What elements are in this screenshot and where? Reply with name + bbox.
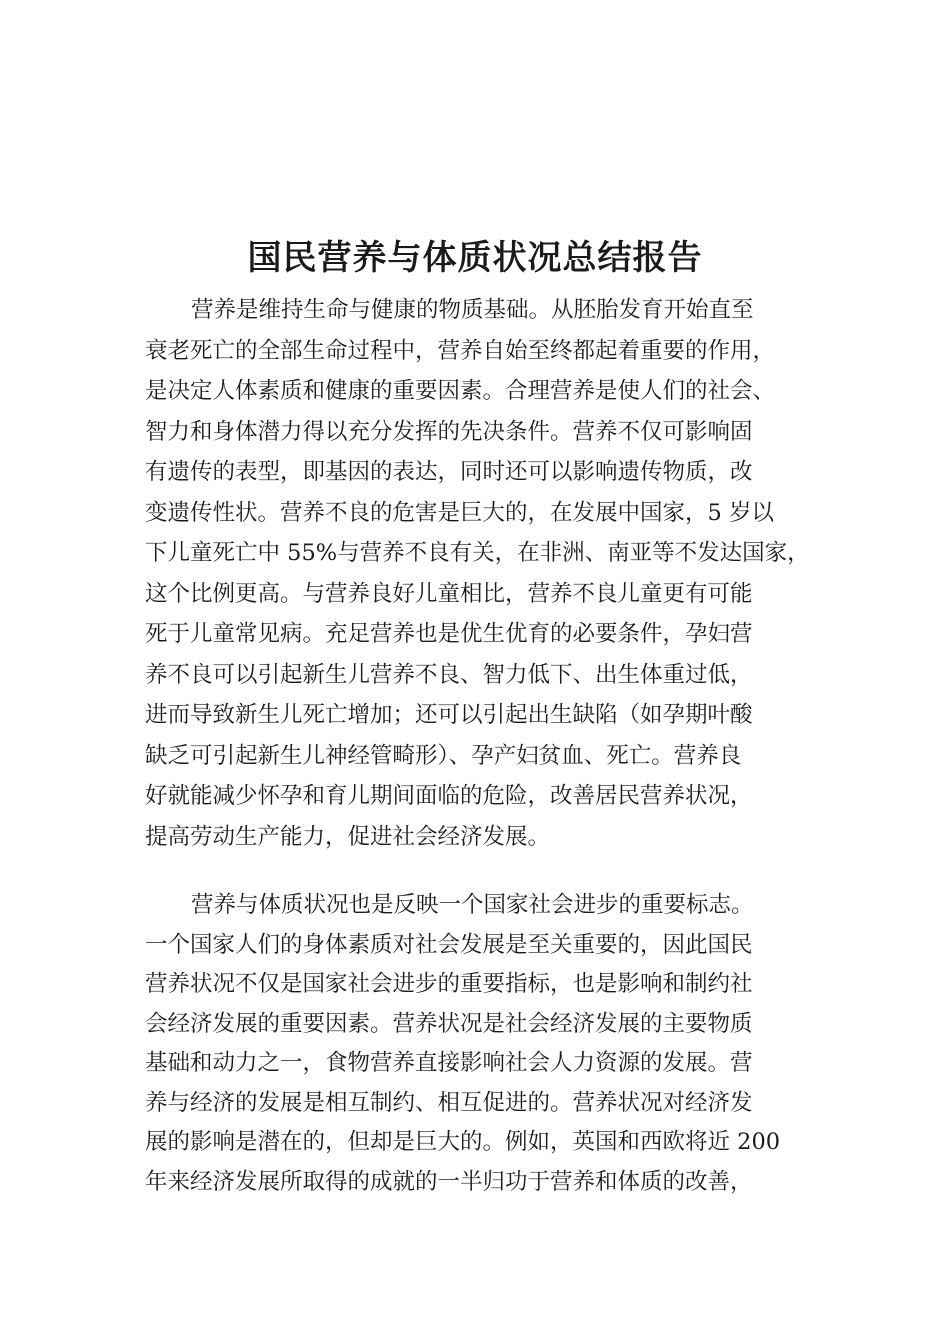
text-line: 衰老死亡的全部生命过程中，营养自始至终都起着重要的作用， [145,337,776,364]
text-line: 进而导致新生儿死亡增加；还可以引起出生缺陷（如孕期叶酸 [145,702,753,728]
text-line: 营养是维持生命与健康的物质基础。从胚胎发育开始直至 [191,297,754,323]
text-line: 这个比例更高。与营养良好儿童相比，营养不良儿童更有可能 [145,580,753,607]
text-line: 营养状况不仅是国家社会进步的重要指标，也是影响和制约社 [145,971,753,997]
text-line: 是决定人体素质和健康的重要因素。合理营养是使人们的社会、 [145,378,776,404]
paragraph-1 [145,290,845,857]
text-line: 有遗传的表型，即基因的表达，同时还可以影响遗传物质，改 [145,459,753,485]
text-line: 一个国家人们的身体素质对社会发展是至关重要的，因此国民 [145,931,753,958]
text-line: 提高劳动生产能力，促进社会经济发展。 [145,823,551,850]
text-line: 会经济发展的重要因素。营养状况是社会经济发展的主要物质 [145,1010,753,1037]
text-line: 养不良可以引起新生儿营养不良、智力低下、出生体重过低， [145,661,753,688]
text-line: 展的影响是潜在的，但却是巨大的。例如，英国和西欧将近 200 [145,1129,781,1155]
text-line: 基础和动力之一，食物营养直接影响社会人力资源的发展。营 [145,1050,753,1076]
text-line: 死于儿童常见病。充足营养也是优生优育的必要条件，孕妇营 [145,621,753,647]
document-title: 国民营养与体质状况总结报告 [247,238,703,278]
paragraph-2 [145,886,845,1202]
text-line: 营养与体质状况也是反映一个国家社会进步的重要标志。 [191,892,754,918]
text-line: 智力和身体潜力得以充分发挥的先决条件。营养不仅可影响固 [145,418,753,445]
text-line: 变遗传性状。营养不良的危害是巨大的，在发展中国家，5 岁以 [145,499,774,526]
text-line: 好就能减少怀孕和育儿期间面临的危险，改善居民营养状况， [145,783,753,809]
text-line: 缺乏可引起新生儿神经管畸形）、孕产妇贫血、死亡。营养良 [145,742,742,769]
text-line: 年来经济发展所取得的成就的一半归功于营养和体质的改善， [145,1168,753,1195]
text-line: 下儿童死亡中 55%与营养不良有关，在非洲、南亚等不发达国家， [145,540,810,566]
text-line: 养与经济的发展是相互制约、相互促进的。营养状况对经济发 [145,1089,753,1116]
